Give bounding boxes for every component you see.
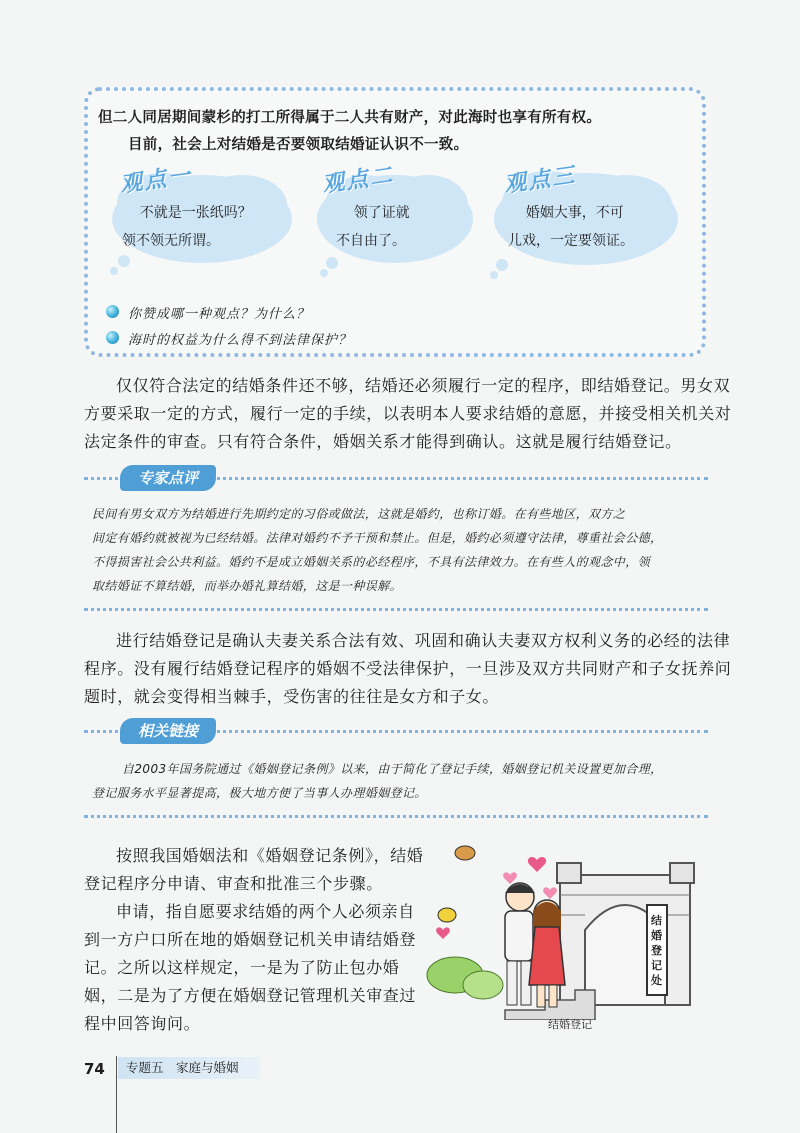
paragraph-importance xyxy=(84,627,731,711)
registry-sign-text: 结婚登记处 xyxy=(651,914,662,987)
paragraph-procedure xyxy=(84,842,423,898)
text-line: 程序。没有履行结婚登记程序的婚姻不受法律保护，一旦涉及双方共同财产和子女抚养问 xyxy=(84,659,732,678)
illustration-caption: 结婚登记 xyxy=(548,1018,592,1031)
viewpoint-cloud-3 xyxy=(486,161,686,281)
text-line: 民间有男女双方为结婚进行先期约定的习俗或做法，这就是婚约，也称订婚。在有些地区，双方之 xyxy=(92,507,626,521)
wedding-registration-illustration xyxy=(425,835,710,1020)
text-line: 自2003年国务院通过《婚姻登记条例》以来，由于简化了登记手续，婚姻登记机关设置更加合理， xyxy=(122,762,663,776)
related-link-banner xyxy=(84,718,708,744)
dotted-divider xyxy=(84,815,708,818)
discussion-line-1: 但二人同居期间蒙杉的打工所得属于二人共有财产，对此海时也享有所有权。 xyxy=(98,110,602,126)
text-line: 仅仅符合法定的结婚条件还不够，结婚还必须履行一定的程序，即结婚登记。男女双 xyxy=(116,376,731,395)
text-line: 申请，指自愿要求结婚的两个人必须亲自 xyxy=(116,902,415,921)
expert-review-label: 专家点评 xyxy=(120,465,216,491)
text-line: 法定条件的审查。只有符合条件，婚姻关系才能得到确认。这就是履行结婚登记。 xyxy=(84,432,682,451)
bullet-icon xyxy=(106,305,119,318)
text-line: 记。之所以这样规定，一是为了防止包办婚 xyxy=(84,958,400,977)
couple-at-registry-icon xyxy=(425,835,710,1020)
viewpoint-title-3: 观点三 xyxy=(502,163,578,198)
viewpoint-text-3: 婚姻大事，不可 儿戏，一定要领证。 xyxy=(508,205,634,249)
text-line: 不得损害社会公共利益。婚约不是成立婚姻关系的必经程序，不具有法律效力。在有些人的观念中，领 xyxy=(92,555,651,569)
text-line: 登记程序分申请、审查和批准三个步骤。 xyxy=(84,874,383,893)
text-line: 方要采取一定的方式，履行一定的手续，以表明本人要求结婚的意愿，并接受相关机关对 xyxy=(84,404,732,423)
viewpoint-title-2: 观点二 xyxy=(320,163,396,198)
related-link-text xyxy=(92,757,663,805)
related-link-label: 相关链接 xyxy=(120,718,216,744)
question-2 xyxy=(128,329,352,348)
text-line: 程中回答询问。 xyxy=(84,1014,201,1033)
text-line: 取结婚证不算结婚，而举办婚礼算结婚，这是一种误解。 xyxy=(92,579,403,593)
viewpoint-cloud-1 xyxy=(102,161,302,281)
text-line: 题时，就会变得相当棘手，受伤害的往往是女方和子女。 xyxy=(84,687,500,706)
paragraph-application xyxy=(84,898,416,1038)
footer-section-title: 专题五 家庭与婚姻 xyxy=(118,1057,260,1079)
viewpoint-text-1: 不就是一张纸吗？ 领不领无所谓。 xyxy=(122,205,252,249)
expert-review-text xyxy=(92,502,662,598)
question-1 xyxy=(128,303,310,322)
text-line: 到一方户口所在地的婚姻登记机关申请结婚登 xyxy=(84,930,417,949)
footer-divider xyxy=(116,1056,117,1133)
expert-review-banner xyxy=(84,465,708,491)
viewpoint-title-1: 观点一 xyxy=(118,163,194,198)
text-line: 间定有婚约就被视为已经结婚。法律对婚约不予干预和禁止。但是，婚约必须遵守法律，尊重社会公德， xyxy=(92,531,663,545)
text-line: 姻，二是为了方便在婚姻登记管理机关审查过 xyxy=(84,986,417,1005)
viewpoint-text-2: 领了证就 不自由了。 xyxy=(336,205,410,249)
question-text: 你赞成哪一种观点？为什么？ xyxy=(128,307,311,322)
dotted-divider xyxy=(84,608,708,611)
text-line: 登记服务水平显著提高，极大地方便了当事人办理婚姻登记。 xyxy=(92,786,427,800)
question-text: 海时的权益为什么得不到法律保护？ xyxy=(128,333,353,348)
discussion-line-2: 目前，社会上对结婚是否要领取结婚证认识不一致。 xyxy=(128,137,469,153)
discussion-box xyxy=(84,87,706,357)
paragraph-registration xyxy=(84,372,731,456)
text-line: 按照我国婚姻法和《婚姻登记条例》，结婚 xyxy=(116,846,424,865)
viewpoint-cloud-2 xyxy=(310,161,480,281)
bullet-icon xyxy=(106,331,119,344)
text-line: 进行结婚登记是确认夫妻关系合法有效、巩固和确认夫妻双方权利义务的必经的法律 xyxy=(116,631,731,650)
page-number: 74 xyxy=(84,1060,105,1078)
